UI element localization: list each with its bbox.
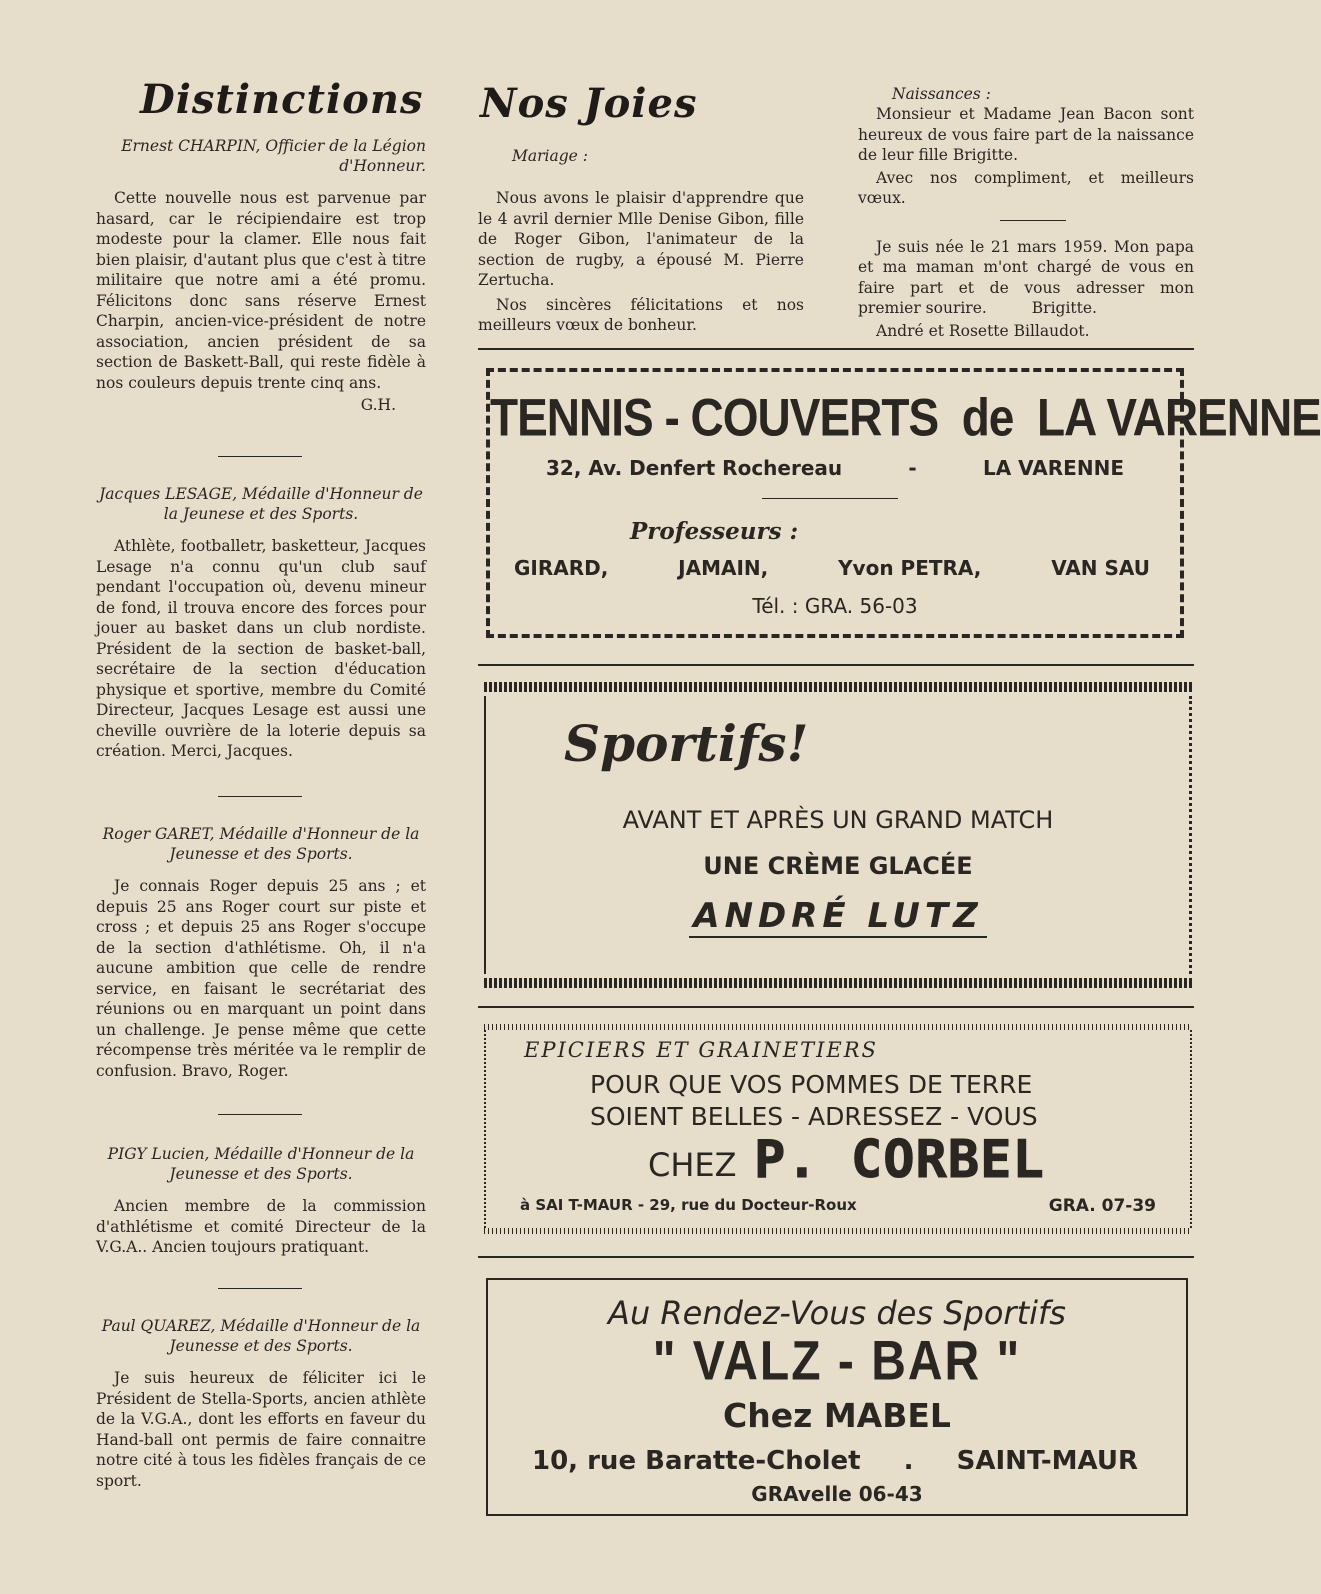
entry-head: PIGY Lucien, Médaille d'Honneur de la Jeunesse et des Sports. — [107, 1145, 415, 1183]
corbel-phone: GRA. 07-39 — [1048, 1196, 1156, 1216]
separator — [218, 796, 302, 797]
column-rule — [478, 1006, 1194, 1008]
tennis-profs-label: Professeurs : — [630, 518, 799, 545]
lutz-line1: AVANT ET APRÈS UN GRAND MATCH — [622, 806, 1054, 834]
ad-tennis — [486, 368, 1321, 638]
baby-signature: Brigitte. — [1031, 299, 1097, 317]
entry-body: Ancien membre de la commission d'athlétisme et comité Directeur de la V.G.A.. Ancien toujours pratiquant. — [96, 1197, 426, 1256]
valz-address-street: 10, rue Baratte-Cholet — [532, 1446, 861, 1476]
baby-message-text: Je suis née le 21 mars 1959. Mon papa et ma maman m'ont chargé de vous en faire part et de vous adresser mon premier sourire. — [858, 237, 1194, 317]
entry-quarez — [96, 1316, 426, 1491]
tennis-prof: Yvon PETRA, — [838, 556, 982, 580]
border-hatch — [484, 978, 1192, 988]
border-hatch — [484, 682, 1192, 692]
tennis-title: TENNIS - COUVERTS de LA VARENNE — [490, 387, 1321, 447]
border-ticks — [484, 1228, 1192, 1234]
corbel-chez: CHEZ — [648, 1146, 737, 1184]
column-rule — [478, 1256, 1194, 1258]
naissances-subhead: Naissances : — [892, 85, 991, 103]
corbel-brand: P. CORBEL — [754, 1130, 1045, 1190]
column-rule — [478, 348, 1194, 350]
distinctions-title: Distinctions — [140, 76, 424, 123]
corbel-address: à SAI T-MAUR - 29, rue du Docteur-Roux — [520, 1196, 857, 1214]
entry-head: Roger GARET, Médaille d'Honneur de la Jeunesse et des Sports. — [102, 825, 420, 863]
valz-line1: Au Rendez-Vous des Sportifs — [608, 1294, 1066, 1332]
separator — [218, 1114, 302, 1115]
entry-lesage — [96, 484, 426, 762]
separator — [762, 498, 898, 499]
valz-phone: GRAvelle 06-43 — [751, 1482, 923, 1506]
entry-body: Je connais Roger depuis 25 ans ; et depuis 25 ans Roger court sur piste et cross ; et depuis 25 ans Roger s'occupe de la section d'athlétisme. Oh, il n'a aucune ambition que celle de rendre service, en faisant le secrétariat des réunions ou en marquant un point dans un challenge. Je pense même que cette récompense très méritée va le remplir de confusion. Bravo, Roger. — [96, 877, 426, 1080]
parents-signature: André et Rosette Billaudot. — [876, 321, 1090, 340]
ad-corbel — [484, 1024, 1192, 1234]
entry-body: Athlète, footballetr, basketteur, Jacques Lesage n'a connu qu'un club sauf pendant l'occupation où, devenu mineur de fond, il trouva encore des forces pour jouer au basket dans un club nordiste. Président de la section de basket-ball, secrétaire de la section d'éducation physique et sportive, membre du Comité Directeur, Jacques Lesage est aussi une cheville ouvrière de la loterie depuis sa création. Merci, Jacques. — [96, 537, 426, 760]
naissance-wishes: Avec nos compliment, et meilleurs vœux. — [858, 168, 1194, 207]
column-rule — [478, 664, 1194, 666]
naissance-announce: Monsieur et Madame Jean Bacon sont heureux de vous faire part de la naissance de leur fille Brigitte. — [858, 105, 1194, 164]
tennis-address — [546, 456, 1124, 480]
entry-signature: G.H. — [360, 396, 396, 414]
ad-valz — [486, 1278, 1188, 1516]
entry-pigy — [96, 1144, 426, 1258]
valz-line2: Chez MABEL — [723, 1396, 951, 1435]
separator — [1000, 220, 1066, 221]
tennis-address-street: 32, Av. Denfert Rochereau — [546, 456, 843, 480]
valz-address-town: SAINT-MAUR — [956, 1446, 1138, 1476]
entry-body: Cette nouvelle nous est parvenue par hasard, car le récipiendaire est trop modeste pour la clamer. Elle nous fait bien plaisir, d'autant plus que c'est à titre militaire que notre ami a été promu. Félicitons donc sans réserve Ernest Charpin, ancien-vice-président de notre association, ancien président de sa section de Baskett-Ball, qui reste fidèle à nos couleurs depuis trente cinq ans. — [96, 189, 426, 392]
entry-head: Paul QUAREZ, Médaille d'Honneur de la Jeunesse et des Sports. — [101, 1317, 421, 1355]
tennis-prof: VAN SAU — [1051, 556, 1150, 580]
entry-head: Ernest CHARPIN, Officier de la Légion d'Honneur. — [121, 137, 426, 175]
entry-body: Je suis heureux de féliciter ici le Président de Stella-Sports, ancien athlète de la V.G.A., dont les efforts en faveur du Hand-ball ont permis de faire connaitre notre cité à tous les fidèles français de ce sport. — [96, 1369, 426, 1490]
tennis-profs — [514, 556, 1150, 580]
valz-brand: " VALZ - BAR " — [652, 1331, 1022, 1392]
corbel-line1: POUR QUE VOS POMMES DE TERRE — [590, 1070, 1033, 1099]
entry-garet — [96, 824, 426, 1081]
tennis-prof: GIRARD, — [514, 556, 609, 580]
baby-message — [858, 237, 1194, 319]
entry-charpin — [96, 136, 426, 416]
valz-address-sep: . — [903, 1446, 914, 1476]
lutz-brand — [484, 896, 1192, 936]
lutz-brand-text: ANDRÉ LUTZ — [689, 896, 987, 938]
joies-block — [478, 146, 804, 336]
lutz-line2: UNE CRÈME GLACÉE — [703, 852, 973, 880]
nos-joies-title: Nos Joies — [480, 80, 698, 127]
corbel-line0: EPICIERS ET GRAINETIERS — [524, 1038, 878, 1062]
separator — [218, 1288, 302, 1289]
tennis-prof: JAMAIN, — [678, 556, 769, 580]
tennis-address-town: LA VARENNE — [983, 456, 1124, 480]
lutz-headline: Sportifs! — [564, 714, 809, 773]
separator — [218, 456, 302, 457]
tennis-address-sep: - — [908, 456, 917, 480]
mariage-text: Nous avons le plaisir d'apprendre que le 4 avril dernier Mlle Denise Gibon, fille de Roger Gibon, l'animateur de la section de rugby, a épousé M. Pierre Zertucha. — [478, 189, 804, 289]
naissances-block — [858, 84, 1194, 341]
tennis-phone: Tél. : GRA. 56-03 — [752, 594, 918, 618]
mariage-subhead: Mariage : — [512, 147, 588, 165]
mariage-wishes: Nos sincères félicitations et nos meilleurs vœux de bonheur. — [478, 295, 804, 334]
ad-lutz — [484, 682, 1192, 988]
corbel-line2: SOIENT BELLES - ADRESSEZ - VOUS — [590, 1102, 1038, 1131]
valz-address — [532, 1446, 1138, 1476]
entry-head: Jacques LESAGE, Médaille d'Honneur de la Jeunese et des Sports. — [99, 485, 423, 523]
